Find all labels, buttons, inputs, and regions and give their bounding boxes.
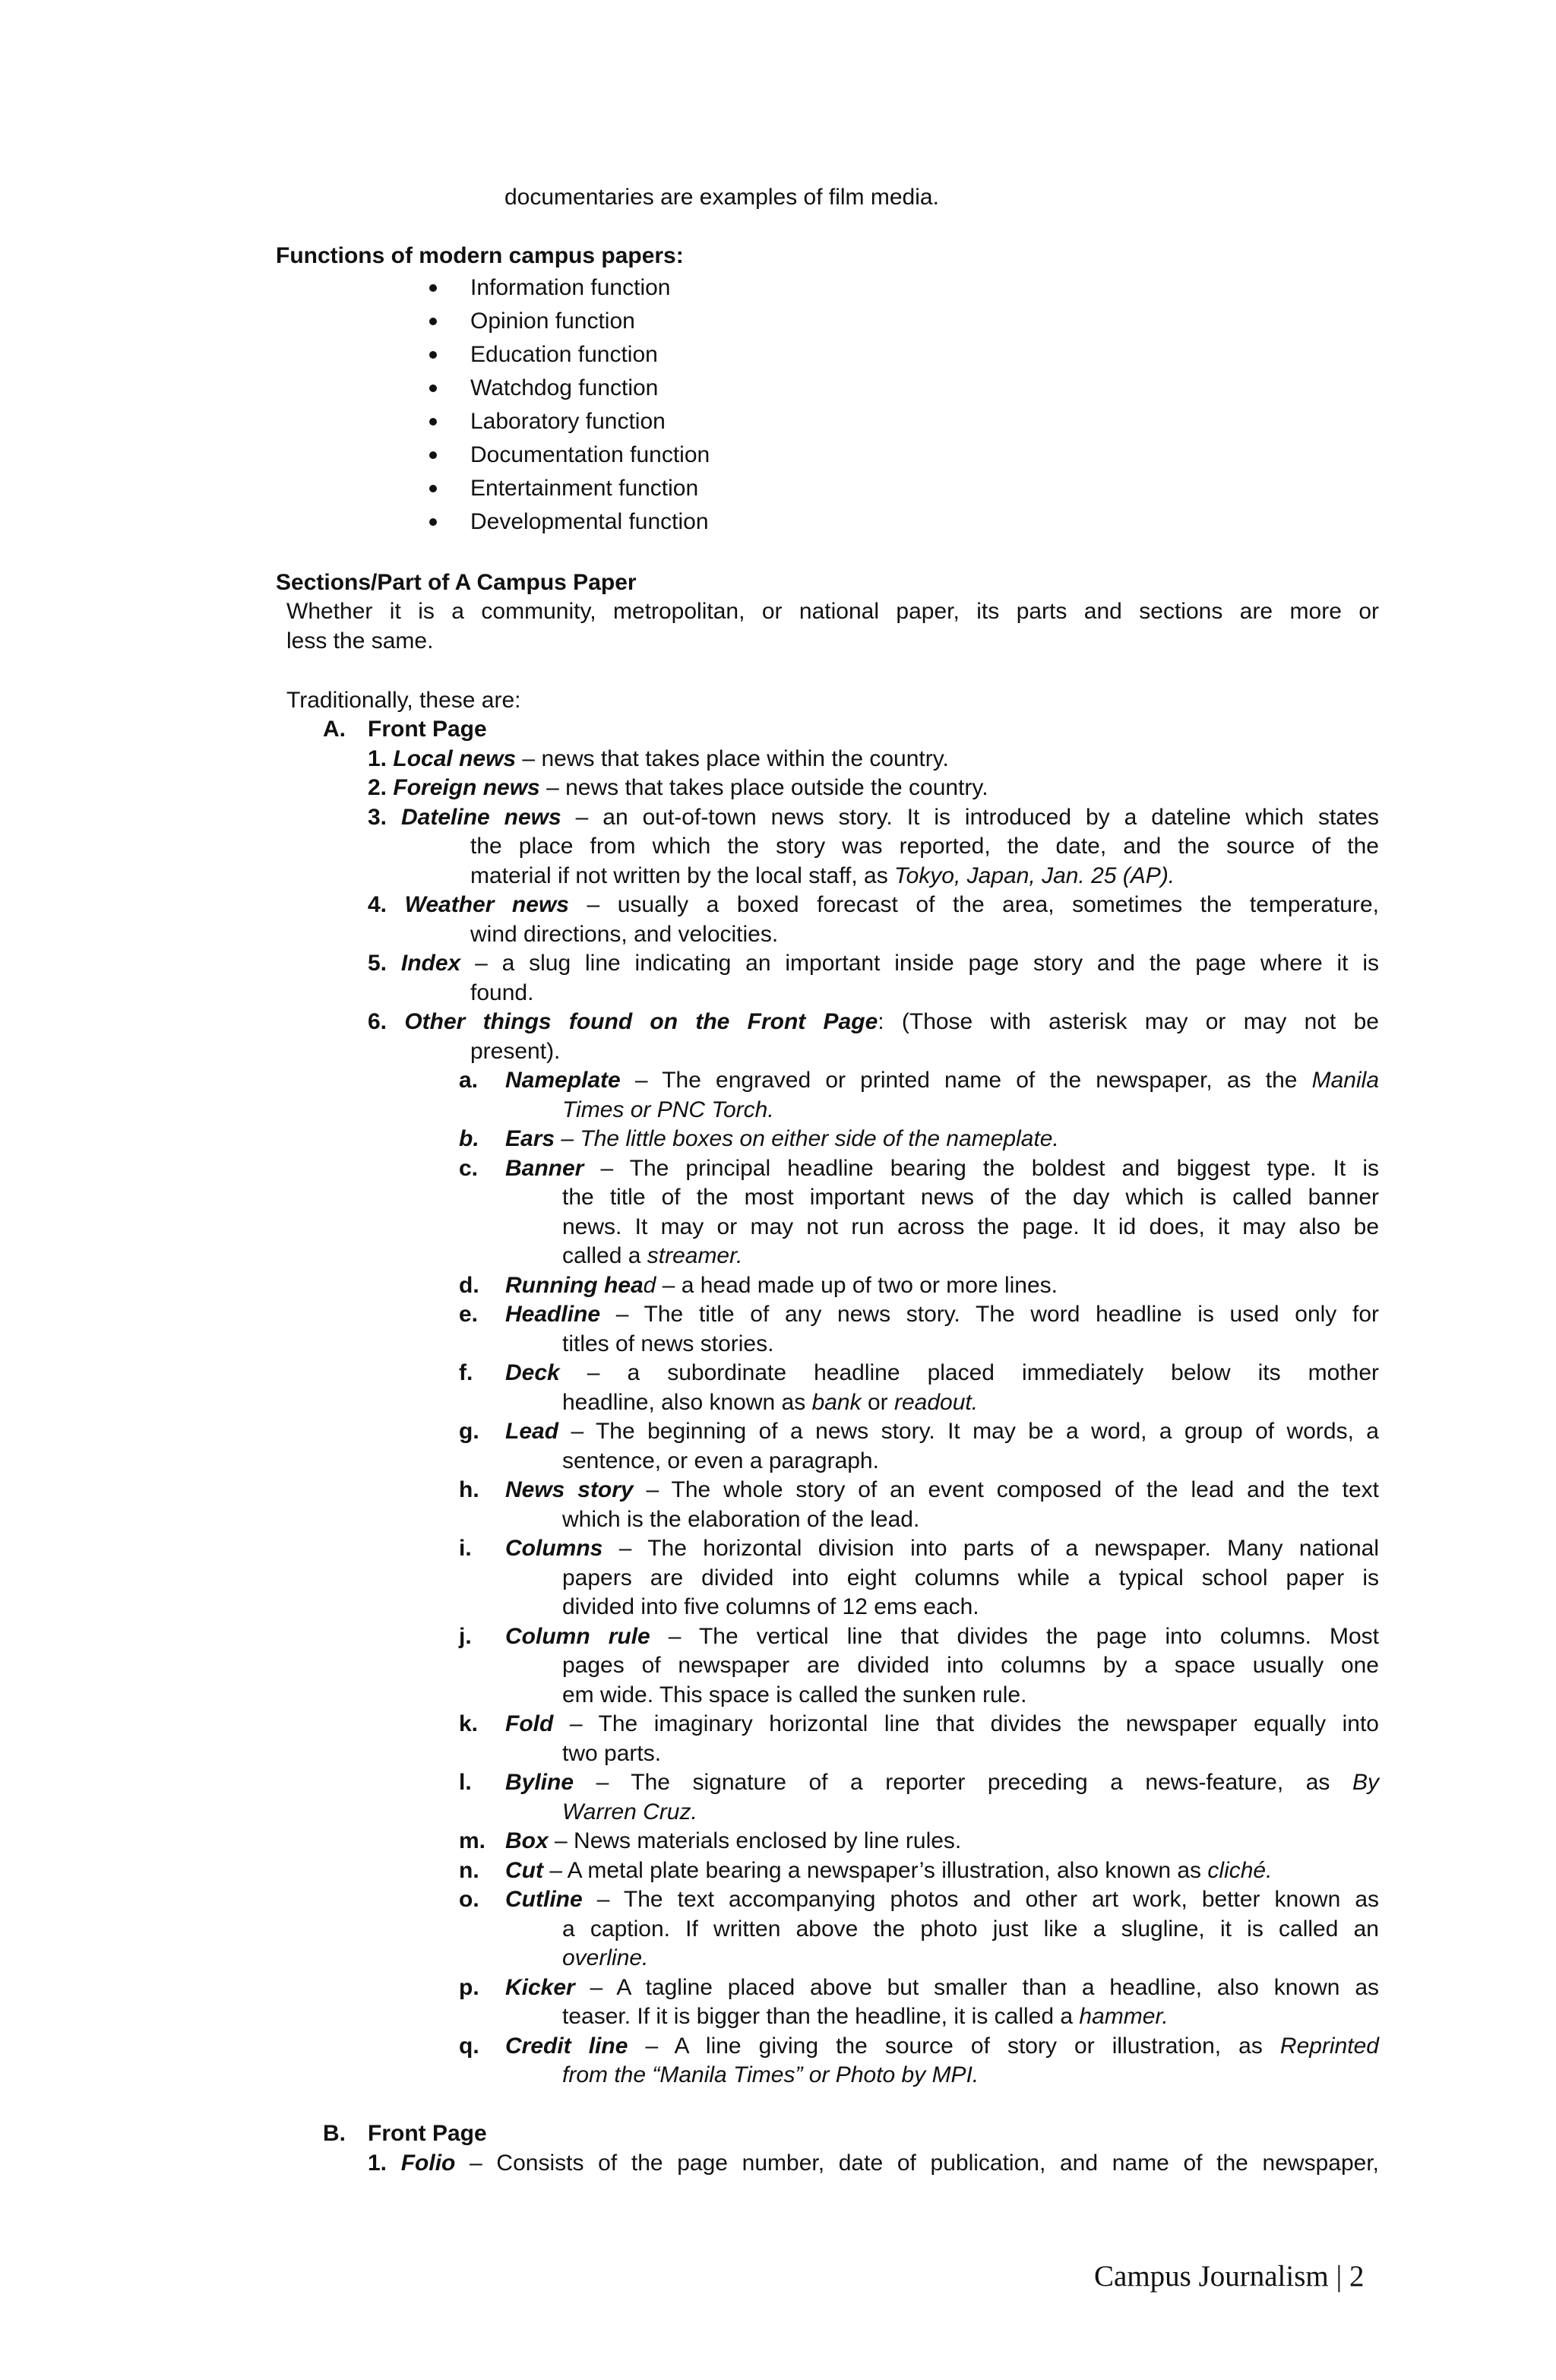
sections-paragraph-line: less the same. — [286, 628, 434, 654]
section-a-letter: A. — [323, 717, 346, 742]
item-term: Cut — [505, 1858, 543, 1883]
item-italic-text: By — [1352, 1770, 1379, 1795]
item-continuation: papers are divided into eight columns while a typical school paper is — [562, 1565, 1379, 1590]
intro-tail-text: documentaries are examples of film media. — [504, 185, 939, 210]
item-italic-text: – The little boxes on either side of the nameplate. — [555, 1126, 1059, 1151]
item-continuation: a caption. If written above the photo just like a slugline, it is called an — [562, 1916, 1379, 1942]
item-term: Box — [505, 1828, 549, 1853]
item-term: Credit line — [505, 2033, 628, 2059]
item-text: – A line giving the source of story or illustration, as — [628, 2033, 1280, 2059]
item-term: Dateline news — [401, 805, 561, 830]
sub-item — [505, 1417, 1379, 1446]
item-italic-text: cliché. — [1207, 1858, 1273, 1883]
item-text: – Consists of the page number, date of publication, and name of the newspaper, — [455, 2151, 1379, 2176]
item-text: called a — [562, 1243, 647, 1268]
item-term: Fold — [505, 1711, 554, 1736]
item-italic-text: Tokyo, Japan, Jan. 25 (AP). — [894, 863, 1175, 888]
sub-letter: g. — [459, 1419, 479, 1444]
sub-letter: p. — [459, 1975, 479, 2000]
item-term: Ears — [505, 1126, 555, 1151]
item-continuation: present). — [470, 1039, 561, 1064]
sub-item — [505, 1885, 1379, 1914]
item-italic-text: d — [643, 1273, 656, 1298]
sub-item — [505, 1827, 961, 1856]
item-continuation: titles of news stories. — [562, 1331, 774, 1356]
item-term: Lead — [505, 1419, 559, 1444]
bullet-icon — [429, 451, 437, 459]
list-item: Opinion function — [470, 309, 635, 334]
item-continuation — [562, 1388, 978, 1417]
sub-item — [505, 1973, 1379, 2002]
item-continuation: wind directions, and velocities. — [470, 922, 779, 947]
bullet-icon — [429, 351, 437, 359]
sub-letter: q. — [459, 2033, 479, 2059]
bullet-icon — [429, 284, 437, 292]
list-item — [368, 774, 988, 802]
item-text: – The whole story of an event composed of the lead and the text — [633, 1477, 1379, 1502]
item-text: – The horizontal division into parts of a newspaper. Many national — [602, 1536, 1379, 1561]
functions-heading: Functions of modern campus papers: — [276, 243, 684, 268]
sub-item — [505, 1154, 1379, 1183]
item-term: Weather news — [404, 892, 569, 917]
item-term: Folio — [400, 2151, 456, 2176]
sub-letter: m. — [459, 1828, 486, 1853]
item-text: – a subordinate headline placed immediately below its mother — [559, 1360, 1379, 1385]
item-text: – a head made up of two or more lines. — [656, 1273, 1058, 1298]
item-text: – news that takes place within the country. — [516, 746, 949, 771]
list-item: Laboratory function — [470, 409, 666, 434]
sub-item — [505, 1476, 1379, 1505]
item-number: 1. — [368, 746, 387, 771]
sub-letter: o. — [459, 1887, 479, 1912]
list-item: Developmental function — [470, 509, 709, 534]
item-text: – A metal plate bearing a newspaper’s illustration, also known as — [542, 1858, 1208, 1883]
item-continuation: pages of newspaper are divided into columns by a space usually one — [562, 1653, 1379, 1678]
sub-letter: d. — [459, 1273, 479, 1298]
sub-item — [505, 1768, 1379, 1797]
item-continuation: Times or PNC Torch. — [562, 1097, 774, 1122]
item-italic-text: bank — [811, 1390, 862, 1415]
item-number: 3. — [368, 805, 387, 830]
list-item: Entertainment function — [470, 476, 699, 501]
sub-item — [505, 1856, 1272, 1885]
bullet-icon — [429, 518, 437, 526]
item-number: 5. — [368, 951, 387, 976]
sub-item — [505, 1125, 1059, 1154]
item-continuation: Warren Cruz. — [562, 1799, 697, 1825]
item-continuation — [562, 1242, 742, 1271]
item-italic-text: hammer. — [1079, 2004, 1169, 2029]
item-continuation — [470, 862, 1175, 891]
bullet-icon — [429, 318, 437, 325]
item-text: – The imaginary horizontal line that divides the newspaper equally into — [553, 1711, 1379, 1736]
sub-letter: b. — [459, 1126, 479, 1151]
item-number: 2. — [368, 775, 387, 800]
item-text: – usually a boxed forecast of the area, sometimes the temperature, — [568, 892, 1379, 917]
sub-letter: j. — [459, 1624, 472, 1649]
section-b-letter: B. — [323, 2121, 346, 2146]
item-text: – The beginning of a news story. It may be a word, a group of words, a — [558, 1419, 1379, 1444]
item-continuation: found. — [470, 980, 534, 1005]
item-number: 6. — [368, 1009, 387, 1034]
item-term: Headline — [505, 1302, 601, 1327]
sub-letter: h. — [459, 1477, 479, 1502]
item-term: Index — [400, 951, 461, 976]
item-term: Local news — [393, 746, 517, 771]
item-continuation: divided into five columns of 12 ems each. — [562, 1594, 979, 1619]
list-item — [368, 891, 1379, 919]
bullet-icon — [429, 385, 437, 392]
item-text: – News materials enclosed by line rules. — [548, 1828, 962, 1853]
section-b-title: Front Page — [368, 2121, 487, 2146]
section-a-title: Front Page — [368, 717, 487, 742]
item-text: headline, also known as — [562, 1390, 812, 1415]
item-term: Columns — [505, 1536, 603, 1561]
item-text: – The text accompanying photos and other art work, better known as — [582, 1887, 1379, 1912]
sub-letter: l. — [459, 1770, 472, 1795]
item-continuation: overline. — [562, 1945, 649, 1970]
item-term: Cutline — [505, 1887, 583, 1912]
sub-item — [505, 1066, 1379, 1095]
item-term: News story — [505, 1477, 634, 1502]
item-term: Running hea — [505, 1273, 644, 1298]
sub-item — [505, 1534, 1379, 1563]
list-item: Documentation function — [470, 442, 710, 467]
item-continuation: sentence, or even a paragraph. — [562, 1448, 879, 1473]
item-italic-text: Reprinted — [1279, 2033, 1379, 2059]
item-text: or — [861, 1390, 894, 1415]
list-item — [368, 1008, 1379, 1037]
item-continuation: em wide. This space is called the sunken rule. — [562, 1682, 1027, 1707]
item-continuation: news. It may or may not run across the page. It id does, it may also be — [562, 1214, 1379, 1239]
item-italic-text: readout. — [893, 1390, 979, 1415]
item-term: Byline — [505, 1770, 574, 1795]
item-text: – an out-of-town news story. It is introduced by a dateline which states — [561, 805, 1379, 830]
item-text: : (Those with asterisk may or may not be — [878, 1009, 1379, 1034]
list-item — [368, 745, 949, 774]
item-text: – The principal headline bearing the boldest and biggest type. It is — [584, 1156, 1379, 1181]
item-italic-text: Manila — [1311, 1068, 1379, 1093]
list-item: Watchdog function — [470, 375, 659, 400]
sub-item — [505, 2032, 1379, 2061]
sub-letter: i. — [459, 1536, 472, 1561]
item-continuation: from the “Manila Times” or Photo by MPI. — [562, 2062, 979, 2087]
item-continuation: the title of the most important news of the day which is called banner — [562, 1185, 1379, 1210]
item-term: Nameplate — [505, 1068, 621, 1093]
item-number: 4. — [368, 892, 387, 917]
item-text: – The engraved or printed name of the newspaper, as the — [620, 1068, 1312, 1093]
list-item — [368, 803, 1379, 832]
traditionally-text: Traditionally, these are: — [286, 688, 521, 713]
sub-item — [505, 1622, 1379, 1651]
item-continuation — [562, 2002, 1169, 2031]
bullet-icon — [429, 485, 437, 492]
page-footer: Campus Journalism | 2 — [1094, 2260, 1365, 2293]
item-text: teaser. If it is bigger than the headline, it is called a — [562, 2004, 1080, 2029]
sub-item — [505, 1359, 1379, 1388]
item-number: 1. — [368, 2151, 387, 2176]
item-text: – The title of any news story. The word headline is used only for — [600, 1302, 1379, 1327]
item-term: Foreign news — [393, 775, 540, 800]
sub-letter: a. — [459, 1068, 479, 1093]
list-item: Information function — [470, 275, 671, 300]
item-term: Kicker — [505, 1975, 575, 2000]
sub-item — [505, 1710, 1379, 1739]
item-term: Banner — [505, 1156, 584, 1181]
item-term: Other things found on the Front Page — [404, 1009, 878, 1034]
sub-letter: c. — [459, 1156, 479, 1181]
item-text: – news that takes place outside the country. — [539, 775, 988, 800]
sub-letter: e. — [459, 1302, 479, 1327]
sub-letter: k. — [459, 1711, 479, 1736]
sections-paragraph-line: Whether it is a community, metropolitan, or national paper, its parts and sections are more or — [286, 599, 1379, 624]
list-item — [368, 2149, 1379, 2178]
sub-letter: f. — [459, 1360, 473, 1385]
list-item: Education function — [470, 342, 658, 367]
item-continuation: which is the elaboration of the lead. — [562, 1507, 920, 1532]
sub-item — [505, 1300, 1379, 1329]
item-text: – A tagline placed above but smaller than a headline, also known as — [574, 1975, 1379, 2000]
bullet-icon — [429, 418, 437, 426]
item-text: – The signature of a reporter preceding a news-feature, as — [574, 1770, 1352, 1795]
item-text: – The vertical line that divides the page into columns. Most — [650, 1624, 1379, 1649]
item-continuation: two parts. — [562, 1741, 662, 1766]
item-term: Deck — [505, 1360, 560, 1385]
item-continuation: the place from which the story was reported, the date, and the source of the — [470, 834, 1379, 859]
item-term: Column rule — [505, 1624, 650, 1649]
sub-letter: n. — [459, 1858, 479, 1883]
item-text: – a slug line indicating an important inside page story and the page where it is — [460, 951, 1379, 976]
item-italic-text: streamer. — [647, 1243, 743, 1268]
list-item — [368, 949, 1379, 978]
sections-heading: Sections/Part of A Campus Paper — [276, 570, 637, 595]
sub-item — [505, 1271, 1058, 1300]
item-text: material if not written by the local staff, as — [470, 863, 895, 888]
